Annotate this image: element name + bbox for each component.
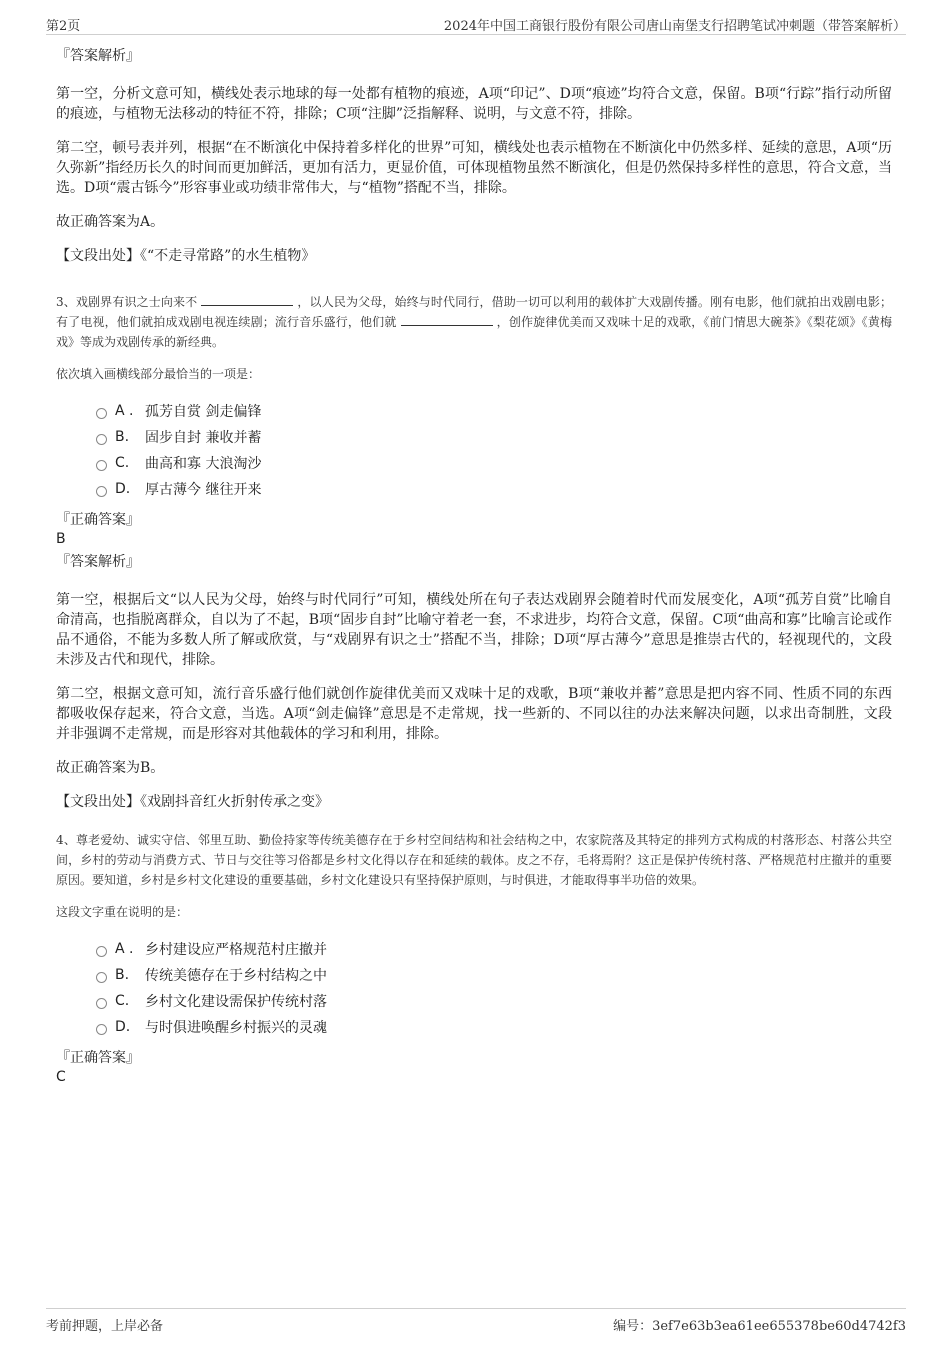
correct-answer-label: 『正确答案』 bbox=[56, 512, 140, 528]
page-footer bbox=[46, 1308, 906, 1334]
analysis-conclusion: 故正确答案为B。 bbox=[56, 760, 165, 776]
radio-icon[interactable] bbox=[96, 1024, 107, 1035]
correct-answer: C bbox=[56, 1069, 66, 1085]
analysis-label: 『答案解析』 bbox=[56, 554, 140, 570]
correct-answer: B bbox=[56, 531, 66, 547]
analysis-paragraph: 第二空，根据文意可知，流行音乐盛行他们就创作旋律优美而又戏味十足的戏歌，B项“兼收并蓄”意思是把内容不同、性质不同的东西都吸收保存起来，符合文意，当选。A项“剑走偏锋”意思是不走常规，找一些新的、不同以往的办法来解决问题，以求出奇制胜，文段并非强调不走常规，而是形容对其他载体的学习和利用，排除。 bbox=[56, 686, 892, 742]
document-id: 编号：3ef7e63b3ea61ee655378be60d4742f3 bbox=[613, 1319, 906, 1334]
passage-source: 【文段出处】《“不走寻常路”的水生植物》 bbox=[56, 248, 316, 264]
question-4-options bbox=[96, 936, 892, 1040]
footer-slogan: 考前押题，上岸必备 bbox=[46, 1319, 164, 1334]
question-4-text: 4、尊老爱幼、诚实守信、邻里互助、勤俭持家等传统美德存在于乡村空间结构和社会结构之中，农家院落及其特定的排列方式构成的村落形态、村落公共空间，乡村的劳动与消费方式、节日与交往等习俗都是乡村文化得以存在和延续的载体。皮之不存，毛将焉附？这正是保护传统村落、严格规范村庄撤并的重要原因。要知道，乡村是乡村文化建设的重要基础，乡村文化建设只有坚持保护原则，与时俱进，才能取得事半功倍的效果。 bbox=[56, 833, 892, 887]
radio-icon[interactable] bbox=[96, 408, 107, 419]
page-header bbox=[46, 12, 906, 35]
option-b[interactable]: B. 传统美德存在于乡村结构之中 bbox=[96, 962, 892, 988]
option-d[interactable]: D. 与时俱进唤醒乡村振兴的灵魂 bbox=[96, 1014, 892, 1040]
option-c[interactable]: C. 乡村文化建设需保护传统村落 bbox=[96, 988, 892, 1014]
radio-icon[interactable] bbox=[96, 972, 107, 983]
radio-icon[interactable] bbox=[96, 946, 107, 957]
fill-blank bbox=[201, 293, 293, 306]
question-3-text: 3、戏剧界有识之士向来不 ，以人民为父母，始终与时代同行，借助一切可以利用的载体扩大戏剧传播。刚有电影，他们就拍出戏剧电影；有了电视，他们就拍成戏剧电视连续剧；流行音乐盛行，他们就 ，创作旋律优美而又戏味十足的戏歌，《前门情思大碗茶》《梨花颂》《黄梅戏》等成为戏剧传承的新经典。 bbox=[56, 295, 892, 349]
radio-icon[interactable] bbox=[96, 434, 107, 445]
question-3-options bbox=[96, 398, 892, 502]
document-title: 2024年中国工商银行股份有限公司唐山南堡支行招聘笔试冲刺题（带答案解析） bbox=[443, 19, 906, 34]
analysis-paragraph: 第一空，分析文意可知，横线处表示地球的每一处都有植物的痕迹，A项“印记”、D项“痕迹”均符合文意，保留。B项“行踪”指行动所留的痕迹，与植物无法移动的特征不符，排除；C项“注脚”泛指解释、说明，与文意不符，排除。 bbox=[56, 86, 892, 122]
option-a[interactable]: A . 孤芳自赏 剑走偏锋 bbox=[96, 398, 892, 424]
analysis-label: 『答案解析』 bbox=[56, 48, 140, 64]
correct-answer-label: 『正确答案』 bbox=[56, 1050, 140, 1066]
analysis-paragraph: 第一空，根据后文“以人民为父母，始终与时代同行”可知，横线处所在句子表达戏剧界会随着时代而发展变化，A项“孤芳自赏”比喻自命清高，也指脱离群众，自以为了不起，B项“固步自封”比喻守着老一套，不求进步，均符合文意，保留。C项“曲高和寡”比喻言论或作品不通俗，不能为多数人所了解或欣赏，与“戏剧界有识之士”搭配不当，排除；D项“厚古薄今”意思是推崇古代的，轻视现代的，文段未涉及古代和现代，排除。 bbox=[56, 592, 892, 668]
passage-source: 【文段出处】《戏剧抖音红火折射传承之变》 bbox=[56, 794, 329, 810]
option-a[interactable]: A . 乡村建设应严格规范村庄撤并 bbox=[96, 936, 892, 962]
radio-icon[interactable] bbox=[96, 460, 107, 471]
radio-icon[interactable] bbox=[96, 998, 107, 1009]
option-b[interactable]: B. 固步自封 兼收并蓄 bbox=[96, 424, 892, 450]
option-d[interactable]: D. 厚古薄今 继往开来 bbox=[96, 476, 892, 502]
question-3-prompt: 依次填入画横线部分最恰当的一项是： bbox=[56, 367, 261, 381]
analysis-paragraph: 第二空，顿号表并列，根据“在不断演化中保持着多样化的世界”可知，横线处也表示植物在不断演化中仍然多样、延续的意思，A项“历久弥新”指经历长久的时间而更加鲜活，更加有活力，更显价值，可体现植物虽然不断演化，但是仍然保持多样性的意思，符合文意，当选。D项“震古铄今”形容事业或功绩非常伟大，与“植物”搭配不当，排除。 bbox=[56, 140, 892, 196]
main-content bbox=[56, 46, 892, 1090]
page-number: 第2页 bbox=[46, 19, 81, 34]
fill-blank bbox=[401, 313, 493, 326]
analysis-conclusion: 故正确答案为A。 bbox=[56, 214, 165, 230]
radio-icon[interactable] bbox=[96, 486, 107, 497]
option-c[interactable]: C. 曲高和寡 大浪淘沙 bbox=[96, 450, 892, 476]
question-4-prompt: 这段文字重在说明的是： bbox=[56, 905, 189, 919]
